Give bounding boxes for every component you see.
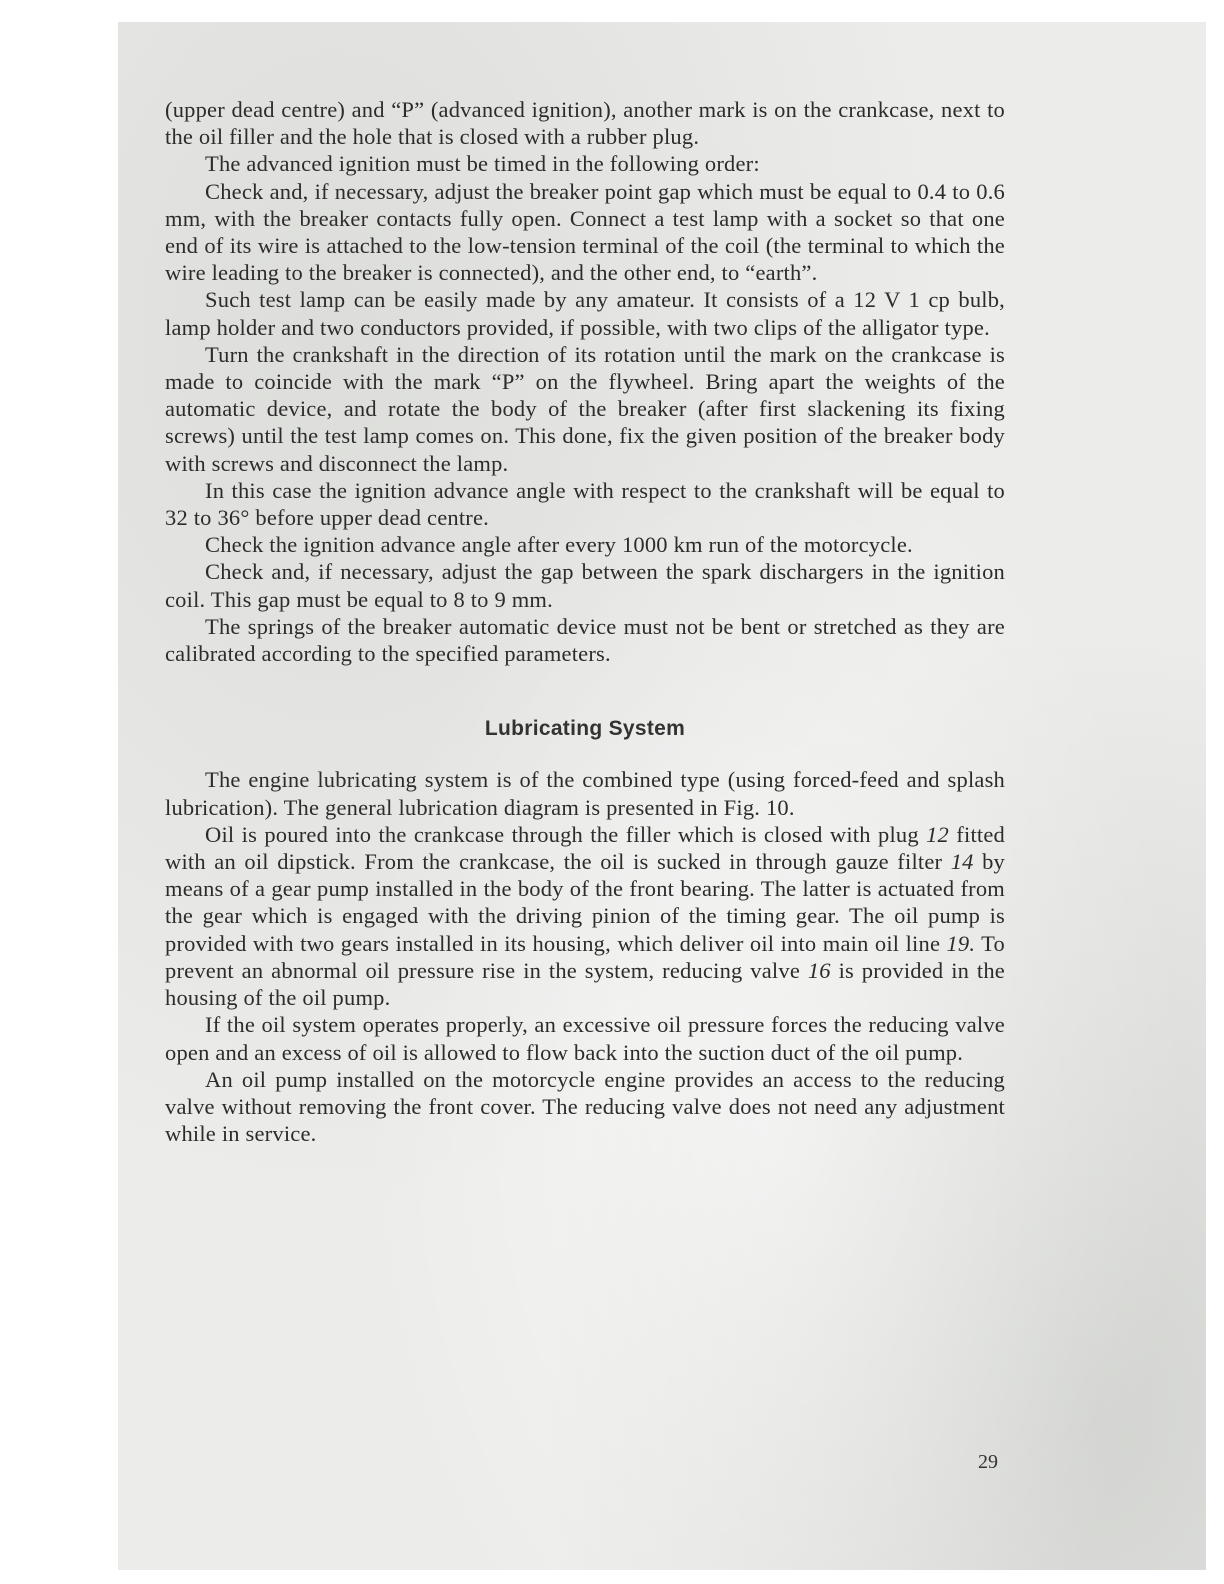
paragraph-pressure: If the oil system operates properly, an excessive oil pressure forces the reducing valve open and an excess of oil is allowed to flow back into the suction duct of the oil pump. (165, 1012, 1005, 1065)
figure-ref: 19. (946, 930, 976, 956)
section-heading: Lubricating System (484, 717, 686, 741)
paragraph-continuation: (upper dead centre) and “P” (advanced ignition), another mark is on the crankcase, next to the oil filler and the hole that is closed with a rubber plug. (165, 97, 1005, 150)
page-number: 29 (978, 1451, 998, 1473)
paragraph-test-lamp: Such test lamp can be easily made by any amateur. It consists of a 12 V 1 cp bulb, lamp holder and two conductors provided, if possible, with two clips of the alligator type. (165, 287, 1005, 340)
paragraph-valve-access: An oil pump installed on the motorcycle engine provides an access to the reducing valve without removing the front cover. The reducing valve does not need any adjustment while in service. (165, 1066, 1005, 1147)
figure-ref: 12 (926, 821, 949, 847)
paragraph-crankshaft: Turn the crankshaft in the direction of its rotation until the mark on the crankcase is made to coincide with the mark “P” on the flywheel. Bring apart the weights of the automatic device, and rotate the body of the breaker (after first slackening its fixing screws) until the test lamp comes on. This done, fix the given position of the breaker body with screws and disconnect the lamp. (165, 341, 1005, 476)
paragraph-lubrication-type: The engine lubricating system is of the combined type (using forced-feed and splash lubrication). The general lubrication diagram is presented in Fig. 10. (165, 767, 1005, 820)
page-body (165, 96, 1005, 1147)
paragraph-oil-flow: Oil is poured into the crankcase through the filler which is closed with plug 12 fitted with an oil dipstick. From the crankcase, the oil is sucked in through gauze filter 14 by means of a gear pump installed in the body of the front bearing. The latter is actuated from the gear which is engaged with the driving pinion of the timing gear. The oil pump is provided with two gears installed in its housing, which deliver oil into main oil line 19. To prevent an abnormal oil pressure rise in the system, reducing valve 16 is provided in the housing of the oil pump. (165, 821, 1005, 1011)
paragraph-breaker-gap: Check and, if necessary, adjust the breaker point gap which must be equal to 0.4 to 0.6 mm, with the breaker contacts fully open. Connect a test lamp with a socket so that one end of its wire is attached to the low-tension terminal of the coil (the terminal to which the wire leading to the breaker is connected), and the other end, to “earth”. (165, 178, 1005, 286)
paragraph-check-interval: Check the ignition advance angle after every 1000 km run of the motorcycle. (205, 532, 913, 558)
paragraph-advance-angle: In this case the ignition advance angle with respect to the crankshaft will be equal to 32 to 36° before upper dead centre. (165, 477, 1005, 531)
figure-ref: 16 (807, 957, 831, 983)
figure-ref: 14 (950, 849, 974, 875)
paragraph-spark-gap: Check and, if necessary, adjust the gap between the spark dischargers in the ignition coil. This gap must be equal to 8 to 9 mm. (165, 559, 1005, 612)
paragraph-springs: The springs of the breaker automatic device must not be bent or stretched as they are calibrated according to the specified parameters. (165, 613, 1005, 667)
paragraph-timing-order: The advanced ignition must be timed in the following order: (205, 151, 760, 177)
